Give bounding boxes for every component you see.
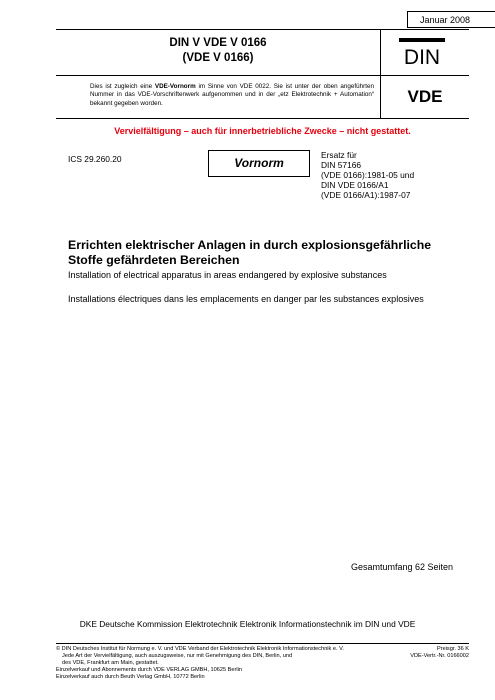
- footer-rule: [56, 643, 469, 644]
- replacement-info: [321, 150, 414, 200]
- document-number-vde: (VDE V 0166): [182, 52, 254, 64]
- vde-notice: [90, 83, 374, 108]
- price-info: [410, 646, 469, 660]
- price-group: Preisgr. 36 K: [436, 646, 469, 652]
- replacement-line: (VDE 0166/A1):1987-07: [321, 190, 411, 200]
- header-divider: [380, 29, 381, 118]
- notice-bold: VDE-Vornorm: [154, 83, 196, 90]
- din-logo-text: DIN: [403, 46, 441, 67]
- replacement-line: DIN VDE 0166/A1: [321, 180, 389, 190]
- header-top-rule: [56, 29, 469, 30]
- replacement-line: (VDE 0166):1981-05 und: [321, 170, 415, 180]
- header-mid-rule: [56, 75, 469, 76]
- vde-logo-text: VDE: [407, 87, 443, 105]
- copyright-line: Einzelverkauf auch durch Beuth Verlag GmbH, 10772 Berlin: [56, 673, 205, 680]
- title-english: Installation of electrical apparatus in areas endangered by explosive substances: [68, 270, 387, 280]
- ics-code: ICS 29.260.20: [68, 154, 122, 164]
- title-german: Errichten elektrischer Anlagen in durch explosionsgefährliche Stoffe gefährdeten Bereichen: [68, 238, 432, 267]
- copyright-block: [56, 646, 376, 681]
- total-pages: Gesamtumfang 62 Seiten: [350, 562, 453, 572]
- replacement-line: DIN 57166: [321, 160, 362, 170]
- reproduction-warning: Vervielfältigung – auch für innerbetriebliche Zwecke – nicht gestattet.: [114, 126, 411, 136]
- copyright-line: des VDE, Frankfurt am Main, gestattet.: [62, 659, 159, 666]
- copyright-line: Einzelverkauf und Abonnements durch VDE VERLAG GMBH, 10625 Berlin: [56, 666, 242, 673]
- committee-line: DKE Deutsche Kommission Elektrotechnik Elektronik Informationstechnik im DIN und VDE: [79, 619, 416, 629]
- sales-number: VDE-Vertr.-Nr. 0166002: [410, 652, 469, 659]
- notice-pre: Dies ist zugleich eine: [90, 83, 155, 90]
- document-number: DIN V VDE V 0166: [169, 37, 267, 49]
- copyright-line: Jede Art der Vervielfältigung, auch auszugsweise, nur mit Genehmigung des DIN, Berlin, und: [62, 652, 293, 659]
- title-french: Installations électriques dans les emplacements en danger par les substances explosives: [68, 294, 424, 304]
- copyright-line: © DIN Deutsches Institut für Normung e. V. und VDE Verband der Elektrotechnik Elektronik Informationstechnik e. V.: [56, 646, 344, 652]
- status-box: Vornorm: [208, 150, 310, 177]
- din-logo: [399, 38, 445, 67]
- publication-date: Januar 2008: [407, 11, 495, 28]
- notice-post: im Sinne von VDE 0022. Sie ist unter der oben angeführten Nummer in das VDE-Vorschriftenwerk aufgenommen und in der „etz Elektrotechnik + Automation“ bekannt gegeben worden.: [90, 83, 374, 107]
- header-bottom-rule: [56, 118, 469, 119]
- replacement-line: Ersatz für: [321, 150, 357, 160]
- vde-logo: [396, 87, 454, 105]
